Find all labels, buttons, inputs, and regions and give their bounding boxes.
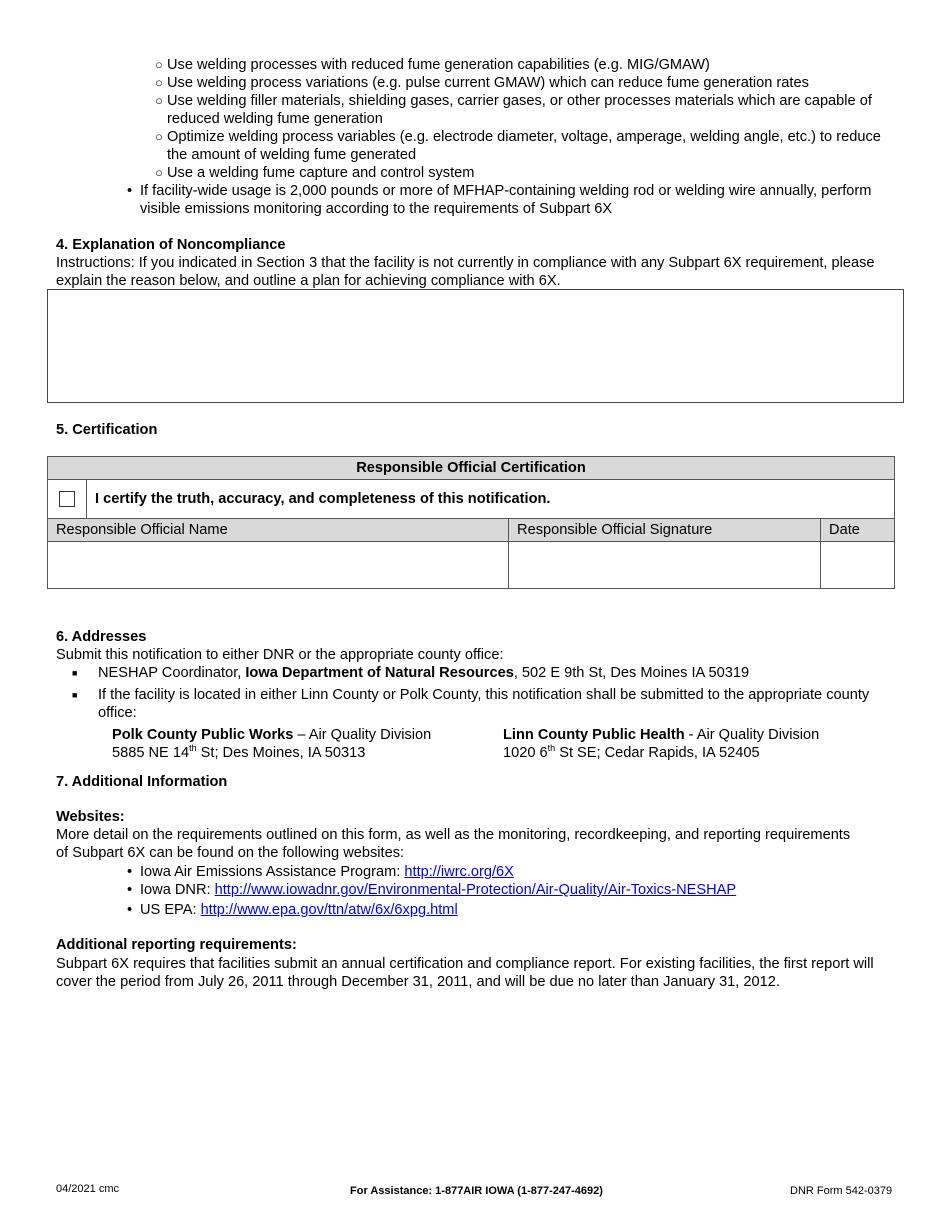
website-label: US EPA: xyxy=(140,902,201,918)
linn-addr-b: St SE; Cedar Rapids, IA 52405 xyxy=(555,745,760,761)
certify-checkbox[interactable] xyxy=(59,491,75,507)
bullet-text: If facility-wide usage is 2,000 pounds or more of MFHAP-containing welding rod or welding wire annually, perform visible emissions monitoring according to the requirements of Subpart 6X xyxy=(140,183,872,217)
section6-title: 6. Addresses xyxy=(56,629,147,645)
hollow-circle-icon: ○ xyxy=(155,57,163,72)
polk-name: Polk County Public Works xyxy=(112,727,294,743)
websites-title: Websites: xyxy=(56,809,125,825)
polk-addr-b: St; Des Moines, IA 50313 xyxy=(196,745,366,761)
measure-text: Use welding processes with reduced fume generation capabilities (e.g. MIG/GMAW) xyxy=(167,57,710,73)
date-header: Date xyxy=(821,519,895,542)
official-name-header: Responsible Official Name xyxy=(48,519,509,542)
section6-intro: Submit this notification to either DNR or the appropriate county office: xyxy=(56,647,504,663)
section4-instructions: Instructions: If you indicated in Section 3 that the facility is not currently in compliance with any Subpart 6X requirement, please explain the reason below, and outline a plan for achieving compliance with 6X. xyxy=(56,255,875,289)
square-bullet-icon: ■ xyxy=(72,690,78,700)
websites-intro: More detail on the requirements outlined on this form, as well as the monitoring, recordkeeping, and reporting requirements of Subpart 6X can be found on the following websites: xyxy=(56,827,851,861)
footer-assistance: For Assistance: 1-877AIR IOWA (1-877-247-4692) xyxy=(350,1185,603,1197)
section4-title: 4. Explanation of Noncompliance xyxy=(56,237,286,253)
official-signature-header: Responsible Official Signature xyxy=(509,519,821,542)
official-signature-field[interactable] xyxy=(509,542,821,589)
footer-form-number: DNR Form 542-0379 xyxy=(790,1185,893,1197)
website-label: Iowa Air Emissions Assistance Program: xyxy=(140,864,405,880)
website-item xyxy=(127,881,872,899)
section5-title: 5. Certification xyxy=(56,422,158,438)
measure-text: Use welding filler materials, shielding gases, carrier gases, or other processes materials which are capable of reduced welding fume generation xyxy=(167,93,872,127)
website-item xyxy=(127,901,872,919)
measure-item xyxy=(155,56,885,74)
linn-division: - Air Quality Division xyxy=(684,727,820,743)
reporting-text: Subpart 6X requires that facilities submit an annual certification and compliance report. For existing facilities, the first report will cover the period from July 26, 2011 through December 31, 2011, and will be due no later than January 31, 2012. xyxy=(56,956,874,990)
bullet-icon: • xyxy=(127,183,133,199)
linn-addr-a: 1020 6 xyxy=(503,745,548,761)
us-epa-link[interactable]: http://www.epa.gov/ttn/atw/6x/6xpg.html xyxy=(200,902,458,918)
measure-text: Use a welding fume capture and control system xyxy=(167,165,475,181)
website-label: Iowa DNR: xyxy=(140,882,215,898)
measure-item xyxy=(155,164,885,182)
hollow-circle-icon: ○ xyxy=(155,129,163,144)
bullet-icon: • xyxy=(127,902,133,918)
bullet-icon: • xyxy=(127,882,133,898)
dnr-address xyxy=(98,664,888,682)
hollow-circle-icon: ○ xyxy=(155,93,163,108)
dnr-name: Iowa Department of Natural Resources xyxy=(245,665,514,681)
reporting-title: Additional reporting requirements: xyxy=(56,937,297,953)
measure-text: Use welding process variations (e.g. pulse current GMAW) which can reduce fume generation rates xyxy=(167,75,809,91)
linn-name: Linn County Public Health xyxy=(503,727,685,743)
section7-title: 7. Additional Information xyxy=(56,774,228,790)
certification-table-title: Responsible Official Certification xyxy=(48,457,895,480)
certification-table xyxy=(47,456,895,589)
polk-addr-a: 5885 NE 14 xyxy=(112,745,190,761)
polk-addr-sup: th xyxy=(189,743,197,754)
iowa-dnr-link[interactable]: http://www.iowadnr.gov/Environmental-Protection/Air-Quality/Air-Toxics-NESHAP xyxy=(214,882,737,898)
website-item xyxy=(127,863,872,881)
noncompliance-explanation-field[interactable] xyxy=(47,289,904,403)
hollow-circle-icon: ○ xyxy=(155,75,163,90)
certify-checkbox-cell xyxy=(48,480,87,519)
measure-item xyxy=(155,92,885,128)
certify-statement: I certify the truth, accuracy, and completeness of this notification. xyxy=(87,480,895,519)
square-bullet-icon: ■ xyxy=(72,668,78,678)
measure-item xyxy=(155,128,885,164)
polk-division: – Air Quality Division xyxy=(293,727,432,743)
dnr-street: , 502 E 9th St, Des Moines IA 50319 xyxy=(513,665,750,681)
iwrc-link[interactable]: http://iwrc.org/6X xyxy=(404,864,514,880)
county-instructions: If the facility is located in either Linn County or Polk County, this notification shall be submitted to the appropriate county office: xyxy=(98,687,870,721)
polk-county-address xyxy=(112,726,492,762)
date-field[interactable] xyxy=(821,542,895,589)
official-name-field[interactable] xyxy=(48,542,509,589)
visible-emissions-bullet xyxy=(127,182,872,218)
footer-revision: 04/2021 cmc xyxy=(56,1183,119,1195)
linn-addr-sup: th xyxy=(547,743,556,754)
bullet-icon: • xyxy=(127,864,133,880)
measure-item xyxy=(155,74,885,92)
hollow-circle-icon: ○ xyxy=(155,165,163,180)
linn-county-address xyxy=(503,726,893,762)
dnr-prefix: NESHAP Coordinator, xyxy=(98,665,246,681)
measure-text: Optimize welding process variables (e.g. electrode diameter, voltage, amperage, welding angle, etc.) to reduce the amount of welding fume generated xyxy=(167,129,881,163)
